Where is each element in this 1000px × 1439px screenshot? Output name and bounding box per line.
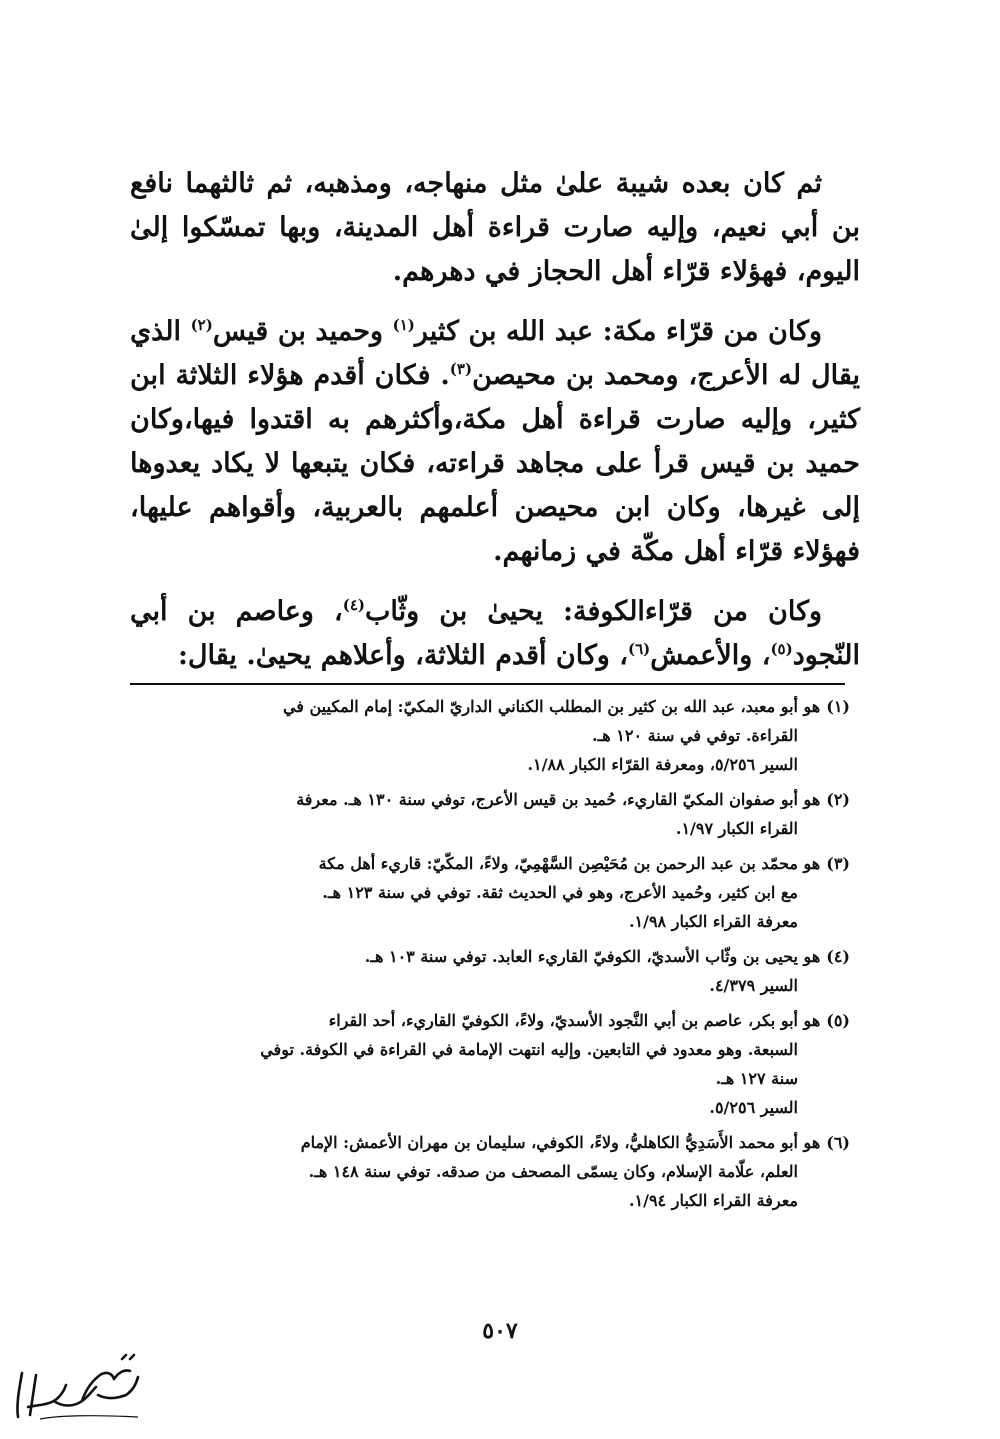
footnote-text: هو محمّد بن عبد الرحمن بن مُحَيْصِن السَّهْمِيّ، ولاءً، المكّيّ: قاريء أهل مكة (318, 854, 821, 873)
footnote-line: القراءة. توفي في سنة ١٢٠ هـ. (592, 726, 798, 745)
footnote-line: السير ٤/٣٧٩. (709, 976, 798, 995)
paragraph-text: الذي يقال له الأعرج، ومحمد بن محيصن (130, 316, 860, 391)
paragraph-text: ثم كان بعده شيبة علىٰ مثل منهاجه، ومذهبه، ثم ثالثهما نافع بن أبي نعيم، وإليه صارت قراءة أهل المدينة، وبها تمسّكوا إلىٰ اليوم، فهؤلاء قرّاء أهل الحجاز في دهرهم. (130, 168, 860, 287)
footnotes (130, 692, 850, 1221)
footnote-ref[interactable]: (٥) (770, 640, 793, 658)
footnote-3 (130, 849, 850, 936)
footnote-number: (٥) (826, 1011, 850, 1030)
footnote-number: (٤) (826, 947, 850, 966)
footnote-ref[interactable]: (٤) (342, 596, 365, 614)
footnote-text: هو أبو بكر، عاصم بن أبي النَّجود الأسديّ، ولاءً، الكوفيّ القاريء، أحد القراء (328, 1011, 821, 1030)
footnote-1 (130, 692, 850, 779)
paragraph-text: . فكان أقدم هؤلاء الثلاثة ابن كثير، وإليه صارت قراءة أهل مكة،وأكثرهم به اقتدوا فيها،وكان حميد بن قيس قرأ على مجاهد قراءته، فكان يتبعها لا يكاد يعدوها إلى غيرها، وكان ابن محيصن أعلمهم بالعربية، وأقواهم عليها، فهؤلاء قرّاء أهل مكّة في زمانهم. (130, 360, 860, 567)
footnote-line: معرفة القراء الكبار ١/٩٨. (628, 912, 798, 931)
footnote-2 (130, 785, 850, 843)
main-text (130, 162, 860, 678)
page-number: ٥٠٧ (482, 1318, 518, 1344)
footnote-number: (١) (826, 697, 850, 716)
paragraph-text: وكان من قرّاءالكوفة: يحيىٰ بن وثّاب (365, 596, 822, 627)
footnote-5 (130, 1006, 850, 1122)
footnote-number: (٦) (826, 1133, 850, 1152)
paragraph-text: ، وعاصم بن أبي النّجود (130, 596, 860, 671)
paragraph-text: ، وكان أقدم الثلاثة، وأعلاهم يحيىٰ. يقال: (177, 640, 628, 671)
footnote-line: السبعة. وهو معدود في التابعين. وإليه انتهت الإمامة في القراءة في الكوفة. توفي (260, 1040, 798, 1059)
footnote-ref[interactable]: (١) (392, 316, 415, 334)
footnote-line: سنة ١٢٧ هـ. (715, 1069, 798, 1088)
footnote-line: مع ابن كثير، وحُميد الأعرج، وهو في الحديث ثقة. توفي في سنة ١٢٣ هـ. (322, 883, 798, 902)
footnote-line: معرفة القراء الكبار ١/٩٤. (628, 1191, 798, 1210)
footnote-text: هو أبو صفوان المكيّ القاريء، حُميد بن قيس الأعرج، توفي سنة ١٣٠ هـ. معرفة (296, 790, 821, 809)
footnote-4 (130, 942, 850, 1000)
footnote-line: السير ٥/٢٥٦. (709, 1098, 798, 1117)
paragraph-text: وحميد بن قيس (212, 316, 393, 347)
footnote-line: السير ٥/٢٥٦، ومعرفة القرّاء الكبار ١/٨٨. (527, 755, 798, 774)
footnote-ref[interactable]: (٢) (190, 316, 213, 334)
footnote-line: القراء الكبار ١/٩٧. (675, 819, 798, 838)
paragraph-text: وكان من قرّاء مكة: عبد الله بن كثير (414, 316, 823, 347)
footnote-text: هو أبو معبد، عبد الله بن كثير بن المطلب الكناني الداريّ المكيّ: إمام المكيين في (282, 697, 821, 716)
footnote-divider (130, 683, 845, 685)
paragraph-1 (130, 162, 860, 294)
footnote-text: هو يحيى بن وثّاب الأسديّ، الكوفيّ القاريء العابد. توفي سنة ١٠٣ هـ. (364, 947, 821, 966)
paragraph-2 (130, 310, 860, 574)
paragraph-text: ، والأعمش (650, 640, 771, 671)
footnote-ref[interactable]: (٣) (449, 360, 473, 378)
footnote-number: (٣) (826, 854, 850, 873)
footnote-line: العلم، علّامة الإسلام، وكان يسمّى المصحف من صدقه. توفي سنة ١٤٨ هـ. (308, 1162, 798, 1181)
footnote-6 (130, 1128, 850, 1215)
calligraphy-logo (10, 1345, 150, 1425)
footnote-ref[interactable]: (٦) (627, 640, 651, 658)
footnote-text: هو أبو محمد الأَسَدِيُّ الكاهليُّ، ولاءً، الكوفي، سليمان بن مهران الأعمش: الإمام (300, 1133, 821, 1152)
paragraph-3 (130, 590, 860, 678)
footnote-number: (٢) (826, 790, 850, 809)
